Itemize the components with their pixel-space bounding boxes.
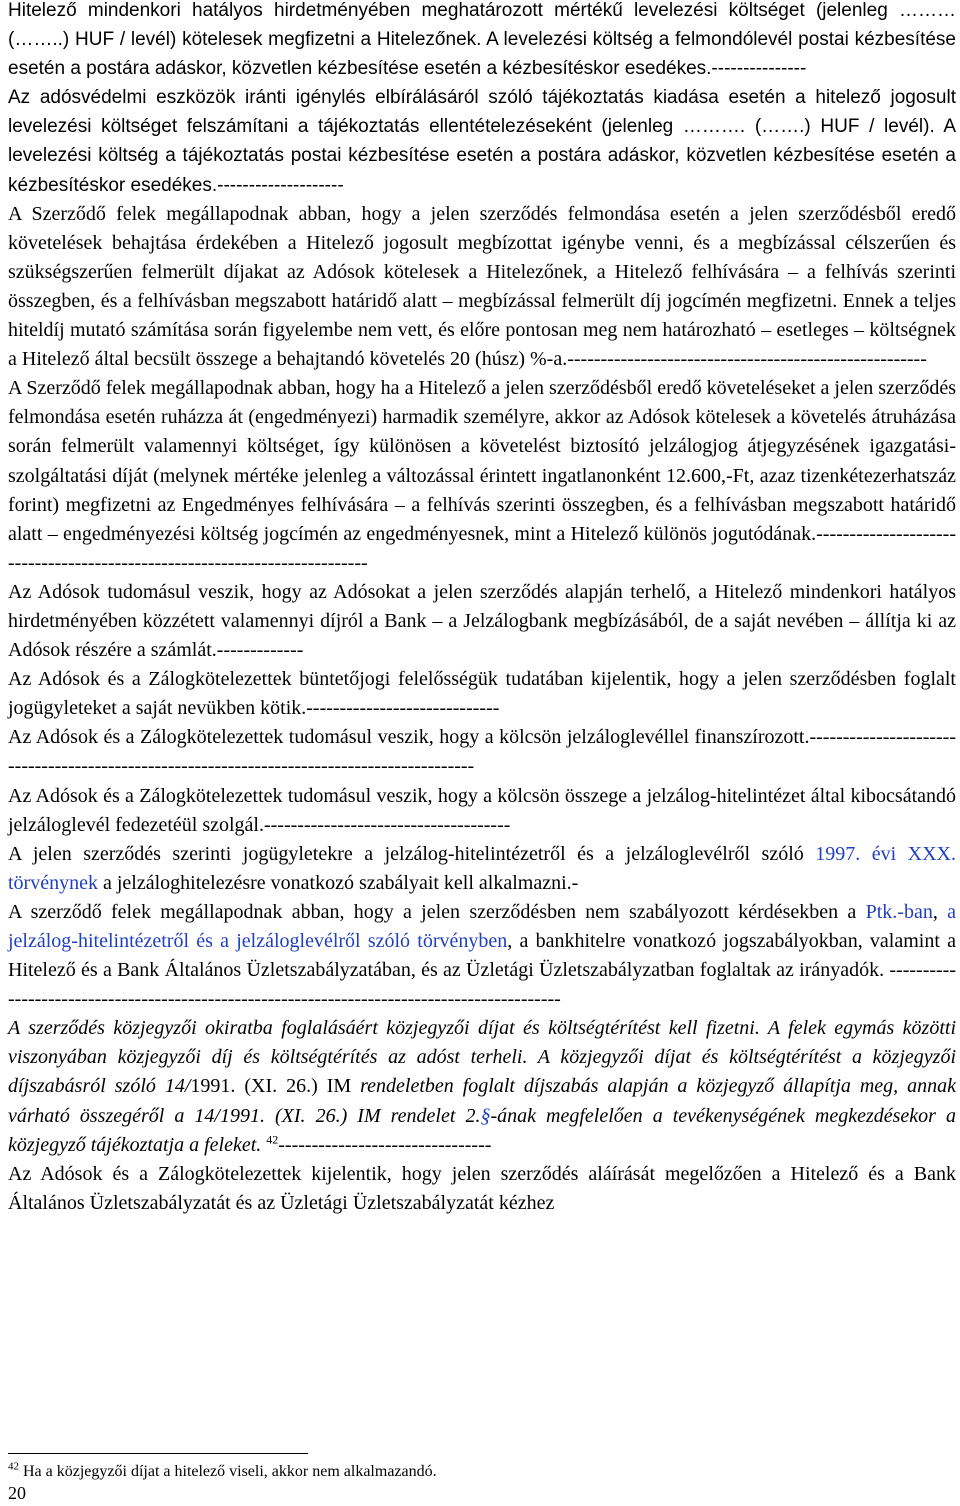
footnote-number: 42 [8, 1460, 19, 1473]
paragraph-debtor-protection-fee: Az adósvédelmi eszközök iránti igénylés elbírálásáról szóló tájékoztatás kiadása esetén a hitelező jogosult levelezési költséget felszámítani a tájékoztatás ellentételezéseként (jelenleg ………. (…….) HUF / levél). A levelezési költség a tájékoztatás postai kézbesítése esetén a postára adáskor, közvetlen kézbesítése esetén a kézbesítéskor esedékes.-------------------- [8, 87, 956, 196]
footnote-reference[interactable]: 42 [266, 1132, 279, 1146]
paragraph-assignment-costs: A Szerződő felek megállapodnak abban, hogy ha a Hitelező a jelen szerződésből eredő követeléseket a jelen szerződés felmondása esetén ruházza át (engedményezi) harmadik személyre, akkor az Adósok kötelesek a követelés átruházása során felmerült valamennyi költséget, így különösen a követelést biztosító jelzálogjog átjegyzésének igazgatási-szolgáltatási díját (melynek mértéke jelenleg a változással érintett ingatlanonként 12.600,-Ft, azaz tizenkétezerhatszáz forint) megfizetni az Engedményes felhívására – a felhívás szerinti összegben, és a felhívásban megszabott határidő alatt – engedményezési költség jogcímén az engedményesnek, mint a Hitelező különös jogutódának.--------------------------------------------------------------------------- [8, 377, 956, 574]
page-number: 20 [8, 1483, 26, 1503]
body-text [8, 0, 956, 1218]
paragraph-notary-fees: A szerződés közjegyzői okiratba foglalásáért közjegyzői díjat és költségtérítést kell fizetni. A felek egymás közötti viszonyában közjegyzői díj és költségtérítés az adóst terheli. A közjegyzői díjat és költségtérítést a közjegyzői díjszabásról szóló 14/1991. (XI. 26.) IM rendeletben foglalt díjszabás alapján a közjegyző állapítja meg, annak várható összegéről a 14/1991. (XI. 26.) IM rendelet 2.§-ának megfelelően a tevékenységének megkezdésekor a közjegyző tájékoztatja a feleket. $^{42}$-------------------------------- [8, 1017, 956, 1156]
footnote-text: Ha a közjegyzői díjat a hitelező viseli, akkor nem alkalmazandó. [19, 1463, 437, 1480]
paragraph-mortgage-bond-financing: Az Adósok és a Zálogkötelezettek tudomásul veszik, hogy a kölcsön jelzáloglevéllel finanszírozott.-------------------------------------------------------------------------------------------- [8, 726, 956, 778]
law-1997-xxx-link[interactable]: 1997. évi XXX. törvénynek [8, 842, 957, 894]
paragraph-governing-rules: A szerződő felek megállapodnak abban, hogy a jelen szerződésben nem szabályozott kérdésekben a Ptk.-ban, a jelzálog-hitelintézetről és a jelzáloglevélről szóló törvényben, a bankhitelre vonatkozó jogszabályokban, valamint a Hitelező és a Bank Általános Üzletszabályzatában, és az Üzletági Üzletszabályzatban foglaltak az irányadók. --------------------------------------------------------------------------------------------- [8, 900, 957, 1011]
footnote [8, 1462, 948, 1482]
paragraph-mortgage-bond-cover: Az Adósok és a Zálogkötelezettek tudomásul veszik, hogy a kölcsön összege a jelzálog-hitelintézet által kibocsátandó jelzáloglevél fedezetéül szolgál.------------------------------------- [8, 784, 956, 836]
paragraph-invoice: Az Adósok tudomásul veszik, hogy az Adósokat a jelen szerződés alapján terhelő, a Hitelező mindenkori hatályos hirdetményében közzétett valamennyi díjról a Bank – a Jelzálogbank megbízásából, de a saját nevében – állítja ki az Adósok részére a számlát.------------- [8, 580, 956, 662]
mortgage-law-link[interactable]: a jelzálog-hitelintézetről és a jelzáloglevélről szóló törvényben [8, 900, 957, 952]
paragraph-own-name-declaration: Az Adósok és a Zálogkötelezettek büntetőjogi felelősségük tudatában kijelentik, hogy a jelen szerződésben foglalt jogügyleteket a saját nevükben kötik.----------------------------- [8, 668, 956, 720]
footnote-divider [8, 1453, 308, 1454]
paragraph-business-rules-receipt: Az Adósok és a Zálogkötelezettek kijelentik, hogy jelen szerződés aláírását megelőzően a Hitelező és a Bank Általános Üzletszabályzatát és az Üzletági Üzletszabályzatát kézhez [8, 1162, 956, 1214]
paragraph-letter-fee: Hitelező mindenkori hatályos hirdetményében meghatározott mértékű levelezési költséget (jelenleg ……… (……..) HUF / levél) kötelesek megfizetni a Hitelezőnek. A levelezési költség a felmondólevél postai kézbesítése esetén a postára adáskor, közvetlen kézbesítése esetén a kézbesítéskor esedékes.--------------- [8, 0, 956, 80]
paragraph-collection-agent: A Szerződő felek megállapodnak abban, hogy a jelen szerződés felmondása esetén a jelen szerződésből eredő követelések behajtása érdekében a Hitelező jogosult megbízottat igénybe venni, és a megbízással célszerűen és szükségszerűen felmerült díjakat az Adósok kötelesek a Hitelezőnek, a Hitelező felhívására – a felhívás szerinti összegben, és a felhívásban megszabott határidő alatt – megbízással felmerült díj jogcímén megfizetni. Ennek a teljes hiteldíj mutató számítása során figyelembe nem vett, és előre pontosan meg nem határozható – esetleges – költségnek a Hitelező által becsült összege a behajtandó követelés 20 (húsz) %-a.------------------------------------------------------ [8, 202, 956, 371]
paragraph-applicable-law: A jelen szerződés szerinti jogügyletekre a jelzálog-hitelintézetről és a jelzáloglevélről szóló 1997. évi XXX. törvénynek a jelzáloghitelezésre vonatkozó szabályait kell alkalmazni.- [8, 842, 957, 894]
ptk-link[interactable]: Ptk.-ban [865, 900, 933, 923]
section-sign-link[interactable]: § [480, 1104, 491, 1127]
